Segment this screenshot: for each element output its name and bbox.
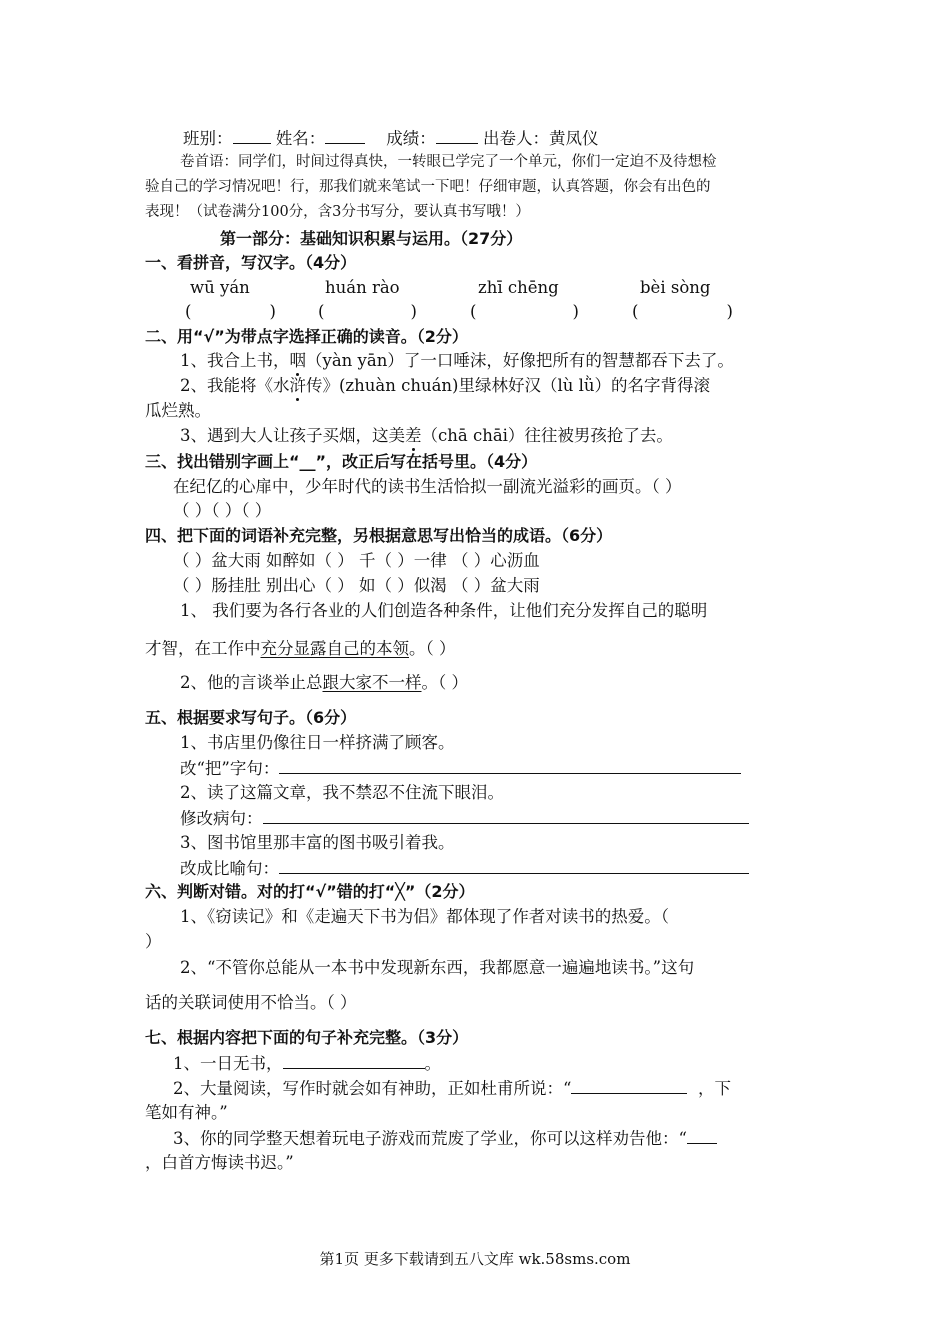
part1-title: 第一部分：基础知识积累与运用。（27分） xyxy=(220,229,523,248)
q1-answer-box-3[interactable]: ( ) xyxy=(470,302,579,321)
q1-pinyin-2: huán rào xyxy=(325,278,400,297)
q7-sentence-3-cont: ，白首方悔读书迟。” xyxy=(145,1153,294,1172)
intro-line-3: 表现！（试卷满分100分，含3分书写分，要认真书写哦！） xyxy=(145,204,530,220)
q5-sentence-3: 3、图书馆里那丰富的图书吸引着我。 xyxy=(180,833,455,852)
q4-title: 四、把下面的词语补充完整，另根据意思写出恰当的成语。（6分） xyxy=(145,526,613,545)
q3-title: 三、找出错别字画上“__”，改正后写在括号里。（4分） xyxy=(145,452,538,471)
q1-answer-box-2[interactable]: ( ) xyxy=(318,302,417,321)
q4-words-row-2[interactable]: （ ）肠挂肚 别出心（ ） 如（ ）似渴 （ ）盆大雨 xyxy=(173,576,540,595)
class-blank[interactable] xyxy=(233,127,271,144)
q4-sentence-1: 1、 我们要为各行各业的人们创造各种条件，让他们充分发挥自己的聪明 xyxy=(180,601,708,620)
q7-sentence-1: 1、一日无书， 。 xyxy=(173,1054,441,1073)
q6-statement-2-cont[interactable]: 话的关联词使用不恰当。（ ） xyxy=(145,993,357,1012)
q6-statement-1-close[interactable]: ） xyxy=(145,932,162,951)
q1-pinyin-3: zhī chēng xyxy=(478,278,559,297)
q1-pinyin-4: bèi sòng xyxy=(640,278,711,297)
name-blank[interactable] xyxy=(325,127,365,144)
q4-sentence-2: 2、他的言谈举止总跟大家不一样。（ ） xyxy=(180,673,468,692)
q3-answer-boxes[interactable]: （ ）（ ）（ ） xyxy=(173,501,272,520)
q2-sentence-3: 3、遇到大人让孩子买烟，这美差（chā chāi）往往被男孩抢了去。 xyxy=(180,426,673,445)
q5-sentence-2: 2、读了这篇文章，我不禁忍不住流下眼泪。 xyxy=(180,783,504,802)
dotted-char: 浒 xyxy=(289,376,306,395)
name-label: 姓名： xyxy=(275,129,326,148)
q4-words-row-1[interactable]: （ ）盆大雨 如醉如（ ） 千（ ）一律 （ ）心沥血 xyxy=(173,551,540,570)
q5-requirement-1: 改“把”字句： xyxy=(180,757,741,780)
q2-title: 二、用“√”为带点字选择正确的读音。（2分） xyxy=(145,327,468,346)
answer-line[interactable] xyxy=(279,857,749,874)
class-label: 班别： xyxy=(183,129,233,148)
answer-line[interactable] xyxy=(571,1077,687,1094)
score-blank[interactable] xyxy=(436,127,478,144)
answer-line[interactable] xyxy=(279,757,741,774)
intro-line-1: 卷首语：同学们，时间过得真快，一转眼已学完了一个单元，你们一定迫不及待想检 xyxy=(180,154,717,170)
q3-text: 在纪亿的心扉中，少年时代的读书生活恰拟一副流光溢彩的画页。（ ） xyxy=(173,477,682,496)
author-label: 出卷人：黄凤仪 xyxy=(482,129,599,148)
q5-requirement-3: 改成比喻句： xyxy=(180,857,749,880)
page-footer: 第1页 更多下载请到五八文库 wk.58sms.com xyxy=(319,1250,631,1268)
cross-icon: ╳ xyxy=(395,882,405,901)
q6-statement-2: 2、“不管你总能从一本书中发现新东西，我都愿意一遍遍地读书。”这句 xyxy=(180,958,695,977)
q1-pinyin-1: wū yán xyxy=(190,278,250,297)
intro-line-2: 验自己的学习情况吧！行，那我们就来笔试一下吧！仔细审题，认真答题，你会有出色的 xyxy=(145,179,711,195)
q1-title: 一、看拼音，写汉字。（4分） xyxy=(145,253,357,272)
q5-sentence-1: 1、书店里仍像往日一样挤满了顾客。 xyxy=(180,733,455,752)
q7-sentence-2: 2、大量阅读，写作时就会如有神助，正如杜甫所说：“ ，下 xyxy=(173,1079,731,1098)
q5-title: 五、根据要求写句子。（6分） xyxy=(145,708,357,727)
underlined-phrase: 跟大家不一样 xyxy=(322,673,422,692)
answer-line[interactable] xyxy=(687,1127,717,1144)
score-label: 成绩： xyxy=(386,129,436,148)
answer-line[interactable] xyxy=(283,1052,425,1069)
answer-line[interactable] xyxy=(263,807,749,824)
q7-sentence-3: 3、你的同学整天想着玩电子游戏而荒废了学业，你可以这样劝告他：“ xyxy=(173,1127,717,1150)
q1-answer-box-4[interactable]: ( ) xyxy=(632,302,733,321)
header-line xyxy=(183,127,598,150)
q2-sentence-1: 1、我合上书，咽（yàn yān）了一口唾沫，好像把所有的智慧都吞下去了。 xyxy=(180,351,734,370)
q6-statement-1: 1、《窃读记》和《走遍天下书为侣》都体现了作者对读书的热爱。（ xyxy=(180,907,669,926)
q7-title: 七、根据内容把下面的句子补充完整。（3分） xyxy=(145,1028,469,1047)
q5-requirement-2: 修改病句： xyxy=(180,807,749,830)
q1-answer-box-1[interactable]: ( ) xyxy=(185,302,276,321)
dotted-char: 差 xyxy=(405,426,422,445)
q6-title: 六、判断对错。对的打“√”错的打“╳”（2分） xyxy=(145,882,475,901)
underlined-phrase: 充分显露自己的本领 xyxy=(260,639,409,658)
q7-sentence-2-cont: 笔如有神。” xyxy=(145,1103,228,1122)
q2-sentence-2-cont: 瓜烂熟。 xyxy=(145,401,211,420)
q4-sentence-1-cont: 才智，在工作中充分显露自己的本领。（ ） xyxy=(145,639,456,658)
dotted-char: 咽 xyxy=(289,351,306,370)
q2-sentence-2: 2、我能将《水浒传》(zhuàn chuán)里绿林好汉（lù lǜ）的名字背得滚 xyxy=(180,376,711,395)
